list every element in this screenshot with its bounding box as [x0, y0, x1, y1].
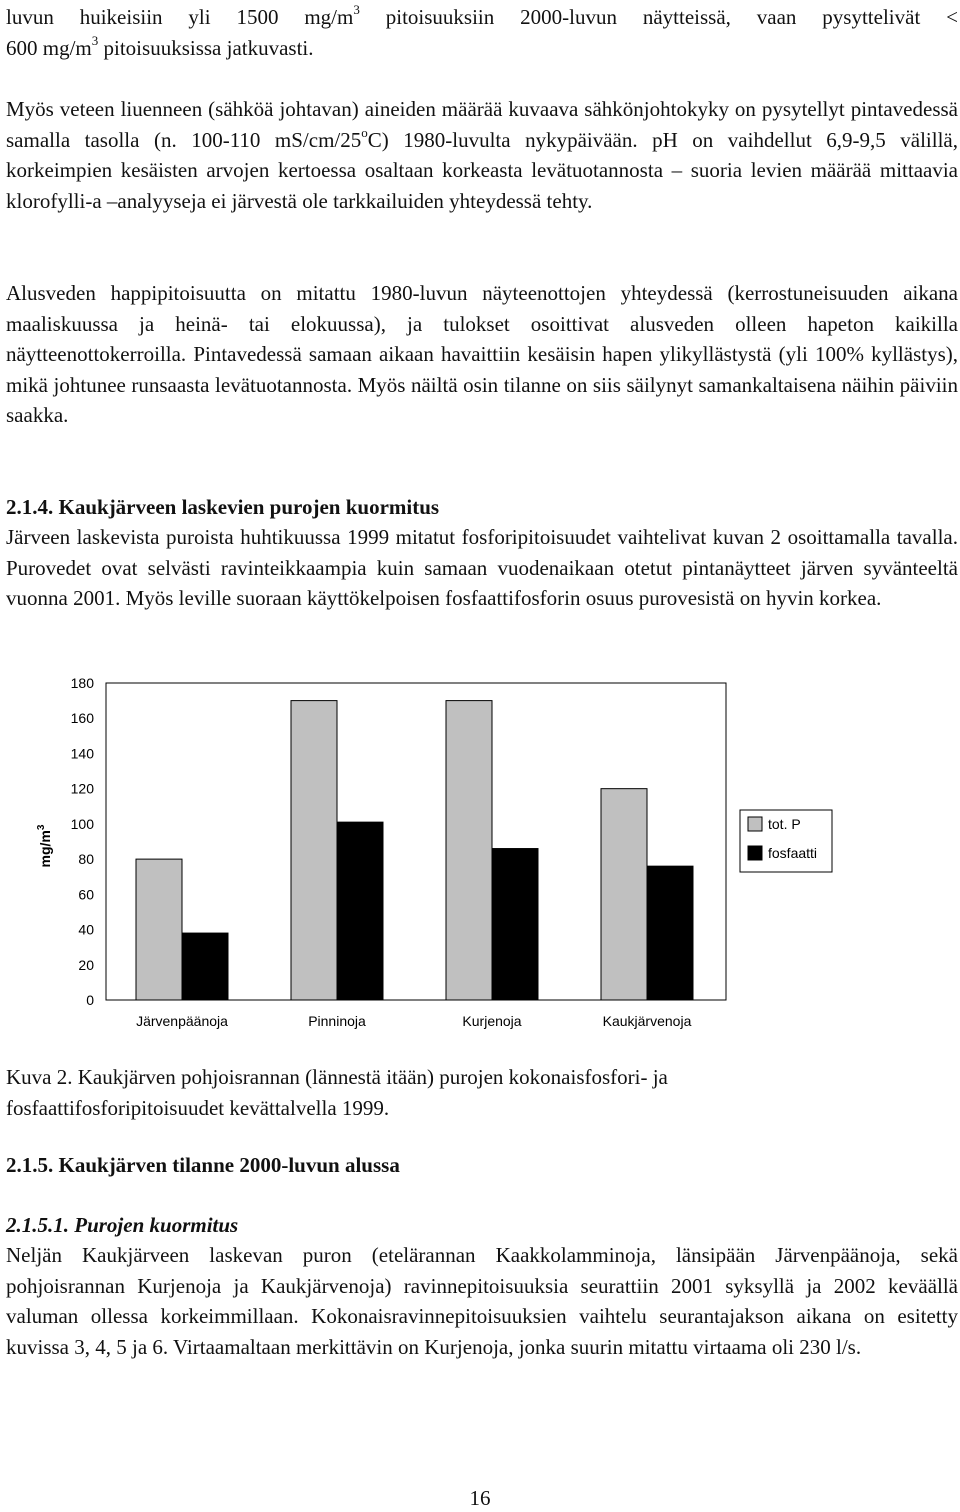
bar-totp-4	[601, 789, 647, 1000]
bar-totp-1	[136, 859, 182, 1000]
bar-fosfaatti-4	[647, 866, 693, 1000]
paragraph-1: luvun huikeisiin yli 1500 $mg/m^3$ pitoisuuksiin 2000-luvun näytteissä, vaan pysyttelivät < 600 $mg/m^3$ pitoisuuksissa jatkuvasti.	[6, 2, 958, 60]
y-tick-label: 80	[78, 851, 94, 868]
paragraph-3: Alusveden happipitoisuutta on mitattu 1980-luvun näyteenottojen yhteydessä (kerrostuneisuuden aikana maaliskuussa ja heinä- tai elokuussa), ja tulokset osoittivat alusveden olleen hapeton kaikilla näytteenottokerroilla. Pintavedessä samaan aikaan havaittiin kesäisin hapen ylikyllästystä (yli 100% kyllästys), mikä johtunee runsaasta levätuotannosta. Myös näiltä osin tilanne on siis säilynyt samankaltaisena näihin päiviin saakka.	[6, 281, 958, 427]
y-tick-label: 160	[70, 710, 94, 727]
paragraph-2: Myös veteen liuenneen (sähköä johtavan) aineiden määrää kuvaava sähkönjohtokyky on pysytellyt pintavedessä samalla tasolla (n. 100-110 mS/cm/25$^o$C) 1980-luvulta nykypäivään. pH on vaihdellut 6,9-9,5 välillä, korkeimpien kesäisten arvojen kertoessa osaltaan korkeasta levätuotannosta – suoria levien määrää mittaavia klorofylli-a –analyyseja ei järvestä ole tarkkailuiden yhteydessä tehty.	[6, 97, 958, 213]
bars	[136, 701, 693, 1000]
bar-fosfaatti-3	[492, 849, 538, 1000]
legend-label: tot. P	[768, 816, 801, 832]
section-2-1-4-body: Järveen laskevista puroista huhtikuussa 1999 mitatut fosforipitoisuudet vaihtelivat kuvan 2 osoittamalla tavalla. Purovedet ovat selvästi ravinteikkaampia kuin samaan vuodenaikaan otetut pintanäytteet järven syvänteeltä vuonna 2001. Myös leville suoraan käyttökelpoisen fosfaattifosforin osuus purovesistä on hyvin korkea.	[6, 525, 958, 610]
bar-totp-2	[291, 701, 337, 1000]
y-tick-label: 60	[78, 886, 94, 903]
y-tick-label: 20	[78, 956, 94, 973]
y-axis-title-sup: 3	[36, 824, 47, 831]
x-tick-label: Pinninoja	[308, 1013, 366, 1029]
figure-caption: Kuva 2. Kaukjärven pohjoisrannan (lännestä itään) purojen kokonaisfosfori- ja fosfaattifosforipitoisuudet kevättalvella 1999.	[6, 1065, 668, 1120]
y-tick-labels	[71, 675, 95, 1008]
y-axis-label	[36, 824, 53, 867]
chart-svg	[6, 665, 958, 1045]
x-tick-label: Kurjenoja	[462, 1013, 522, 1029]
section-heading-2-1-5-1: 2.1.5.1. Purojen kuormitus	[6, 1213, 239, 1237]
phosphorus-bar-chart	[6, 665, 958, 1045]
legend-swatch	[748, 817, 762, 831]
x-tick-label: Järvenpäänoja	[136, 1013, 228, 1029]
y-axis-title-main: mg/m	[37, 830, 53, 868]
section-heading-2-1-5: 2.1.5. Kaukjärven tilanne 2000-luvun alussa	[6, 1153, 400, 1177]
y-tick-label: 140	[70, 745, 94, 762]
legend-label: fosfaatti	[768, 845, 818, 861]
x-tick-label: Kaukjärvenoja	[602, 1013, 692, 1029]
page-number: 16	[469, 1486, 491, 1510]
y-tick-label: 100	[70, 815, 94, 832]
bar-totp-3	[446, 701, 492, 1000]
y-axis-title	[36, 824, 53, 867]
section-2-1-5-1-body: Neljän Kaukjärveen laskevan puron (etelärannan Kaakkolamminoja, länsipään Järvenpäänoja, sekä pohjoisrannan Kurjenoja ja Kaukjärvenoja) ravinnepitoisuuksia seurattiin 2001 syksyllä ja 2002 keväällä valuman ollessa korkeimmillaan. Kokonaisravinnepitoisuuksien vaihtelu seurantajakson aikana on esitetty kuvissa 3, 4, 5 ja 6. Virtaamaltaan merkittävin on Kurjenoja, jonka suurin mitattu virtaama oli 230 l/s.	[6, 1243, 958, 1359]
y-tick-label: 120	[70, 780, 94, 797]
legend	[740, 810, 832, 872]
y-tick-label: 180	[70, 675, 94, 691]
section-heading-2-1-4: 2.1.4. Kaukjärveen laskevien purojen kuormitus	[6, 495, 440, 519]
bar-fosfaatti-2	[337, 822, 383, 1000]
x-tick-labels	[136, 1013, 692, 1029]
y-tick-label: 40	[78, 921, 94, 938]
legend-swatch	[748, 846, 762, 860]
bar-fosfaatti-1	[182, 933, 228, 1000]
y-tick-label: 0	[86, 992, 94, 1008]
